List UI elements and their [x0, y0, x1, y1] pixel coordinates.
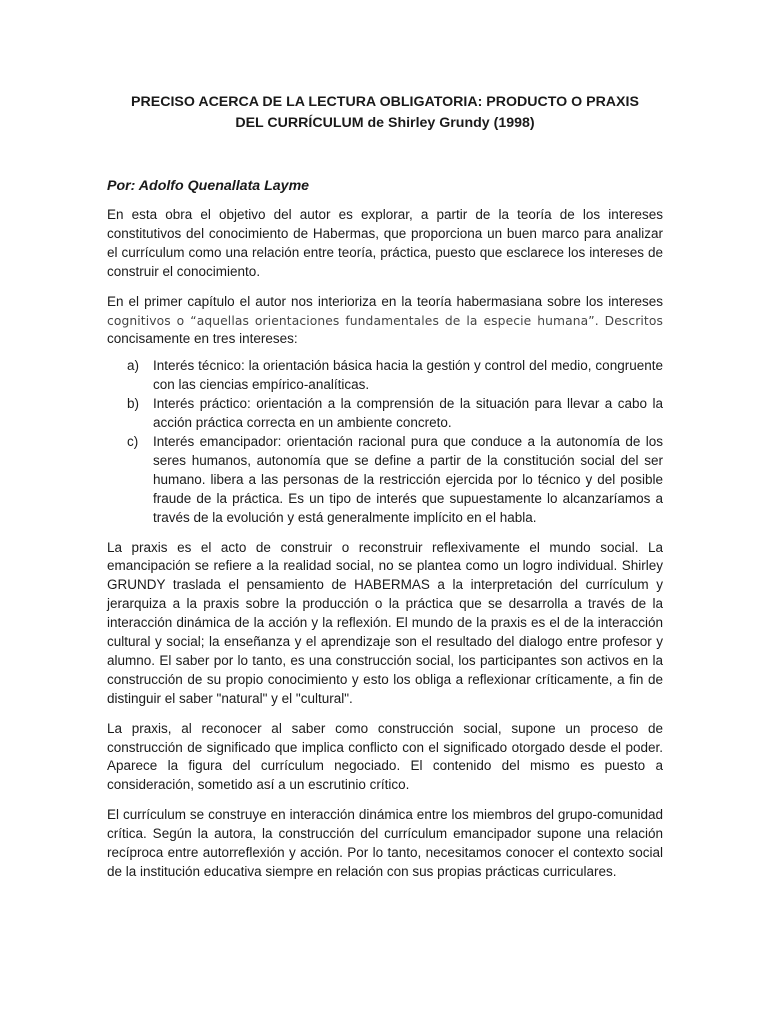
title-line-1: PRECISO ACERCA DE LA LECTURA OBLIGATORIA: PRODUCTO O PRAXIS: [131, 94, 639, 110]
list-item: [127, 433, 663, 528]
list-item-text: Interés emancipador: orientación racional pura que conduce a la autonomía de los seres humanos, autonomía que se define a partir de la constitución social del ser humano. libera a las personas de la restricción ejercida por lo técnico y del posible fraude de la práctica. Es un tipo de interés que supuestamente lo alcanzaríamos a través de la evolución y está generalmente implícito en el habla.: [153, 433, 663, 525]
list-marker: c): [127, 433, 139, 449]
list-item: [127, 357, 663, 395]
list-item: [127, 395, 663, 433]
paragraph-3: La praxis es el acto de construir o reconstruir reflexivamente el mundo social. La emancipación se refiere a la realidad social, no se plantea como un logro individual. Shirley GRUNDY traslada el pensamiento de HABERMAS a la interpretación del currículum y jerarquiza a la praxis sobre la producción o la práctica que se desarrolla a través de la interacción dinámica de la acción y la reflexión. El mundo de la praxis es el de la interacción cultural y social; la enseñanza y el aprendizaje son el resultado del dialogo entre profesor y alumno. El saber por lo tanto, es una construcción social, los participantes son activos en la construcción de su propio conocimiento y esto los obliga a reflexionar críticamente, a fin de distinguir el saber "natural" y el "cultural".: [107, 539, 663, 706]
paragraph-2: [107, 293, 663, 350]
paragraph-2-quote: cognitivos o “aquellas orientaciones fundamentales de la especie humana”. Descritos: [107, 313, 663, 328]
list-marker: a): [127, 358, 140, 374]
document-body: [107, 206, 663, 893]
paragraph-1: En esta obra el objetivo del autor es explorar, a partir de la teoría de los intereses constitutivos del conocimiento de Habermas, que proporciona un buen marco para analizar el currículum como una relación entre teoría, práctica, puesto que esclarece los intereses de construir el conocimiento.: [107, 207, 663, 279]
document-page: [107, 92, 663, 879]
author-line: Por: Adolfo Quenallata Layme: [107, 178, 310, 194]
paragraph-2-end: concisamente en tres intereses:: [107, 331, 298, 347]
list-marker: b): [127, 396, 140, 412]
list-item-text: Interés práctico: orientación a la comprensión de la situación para llevar a cabo la acción práctica correcta en un ambiente concreto.: [153, 396, 663, 431]
document-title: [107, 92, 663, 134]
interests-list: [107, 357, 663, 527]
paragraph-2-start: En el primer capítulo el autor nos interioriza en la teoría habermasiana sobre los intereses: [107, 293, 663, 309]
paragraph-5: El currículum se construye en interacción dinámica entre los miembros del grupo-comunidad crítica. Según la autora, la construcción del currículum emancipador supone una relación recíproca entre autorreflexión y acción. Por lo tanto, necesitamos conocer el contexto social de la institución educativa siempre en relación con sus propias prácticas curriculares.: [107, 807, 663, 879]
list-item-text: Interés técnico: la orientación básica hacia la gestión y control del medio, congruente con las ciencias empírico-analíticas.: [153, 358, 663, 393]
paragraph-4: La praxis, al reconocer al saber como construcción social, supone un proceso de construcción de significado que implica conflicto con el significado otorgado desde el poder. Aparece la figura del currículum negociado. El contenido del mismo es puesto a consideración, sometido así a un escrutinio crítico.: [107, 720, 663, 793]
title-line-2: DEL CURRÍCULUM de Shirley Grundy (1998): [235, 115, 535, 131]
